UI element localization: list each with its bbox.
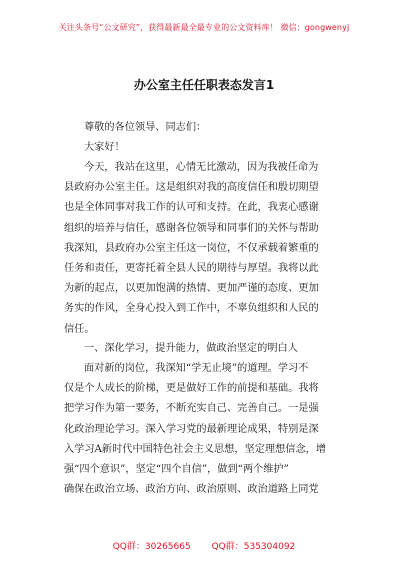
footer-qq-group-2: QQ群：535304092 (211, 542, 296, 552)
paragraph-line: 务实的作风，全身心投入到工作中，不辜负组织和人民的 (64, 303, 319, 315)
paragraph-intro (64, 158, 356, 340)
paragraph-line: 面对新的岗位，我深知“学无止境”的道理。学习不 (84, 363, 309, 374)
paragraph-line: 确保在政治立场、政治方向、政治原则、政治道路上同党 (64, 484, 319, 496)
paragraph-line: 组织的培养与信任，感谢各位领导和同事们的关怀与帮助 (64, 222, 319, 234)
paragraph-line: 强“四个意识”，坚定“四个自信”，做到“两个维护” (64, 463, 289, 475)
paragraph-line: 我深知，县政府办公室主任这一岗位，不仅承载着繁重的 (64, 242, 319, 254)
paragraph-line: 也是全体同事对我工作的认可和支持。在此，我衷心感谢 (64, 202, 319, 214)
paragraph-line: 仅是个人成长的阶梯，更是做好工作的前提和基础。我将 (64, 383, 319, 395)
paragraph-line: 入学习A新时代中国特色社会主义思想，坚定理想信念，增 (64, 443, 327, 455)
footer-qq-group-1: QQ群：30265665 (112, 542, 191, 552)
paragraph-line: 把学习作为第一要务，不断充实自己、完善自己。一是强 (64, 403, 319, 415)
section-heading (64, 339, 356, 359)
greeting-text: 大家好！ (84, 142, 125, 153)
paragraph-line: 任务和责任，更寄托着全县人民的期待与厚望。我将以此 (64, 262, 319, 274)
paragraph-line: 为新的起点，以更加饱满的热情、更加严谨的态度、更加 (64, 283, 319, 295)
salutation (64, 118, 356, 138)
section-heading-text: 一、深化学习，提升能力，做政治坚定的明白人 (84, 343, 298, 354)
paragraph-line: 今天，我站在这里，心情无比激动，因为我被任命为 (84, 162, 319, 173)
top-banner: 关注头条号“公文研究”，获得最新最全最专业的公文资料库！ 微信：gongwenyj (58, 23, 350, 32)
document-title: 办公室主任任职表态发言1 (133, 78, 275, 92)
paragraph-learning (64, 359, 356, 500)
paragraph-line: 化政治理论学习。深入学习党的最新理论成果，特别是深 (64, 423, 319, 435)
paragraph-line: 信任。 (64, 323, 95, 335)
salutation-text: 尊敬的各位领导、同志们： (84, 122, 207, 133)
greeting-line (64, 138, 356, 158)
footer (0, 539, 408, 552)
paragraph-line: 县政府办公室主任。这是组织对我的高度信任和殷切期望 (64, 182, 319, 194)
